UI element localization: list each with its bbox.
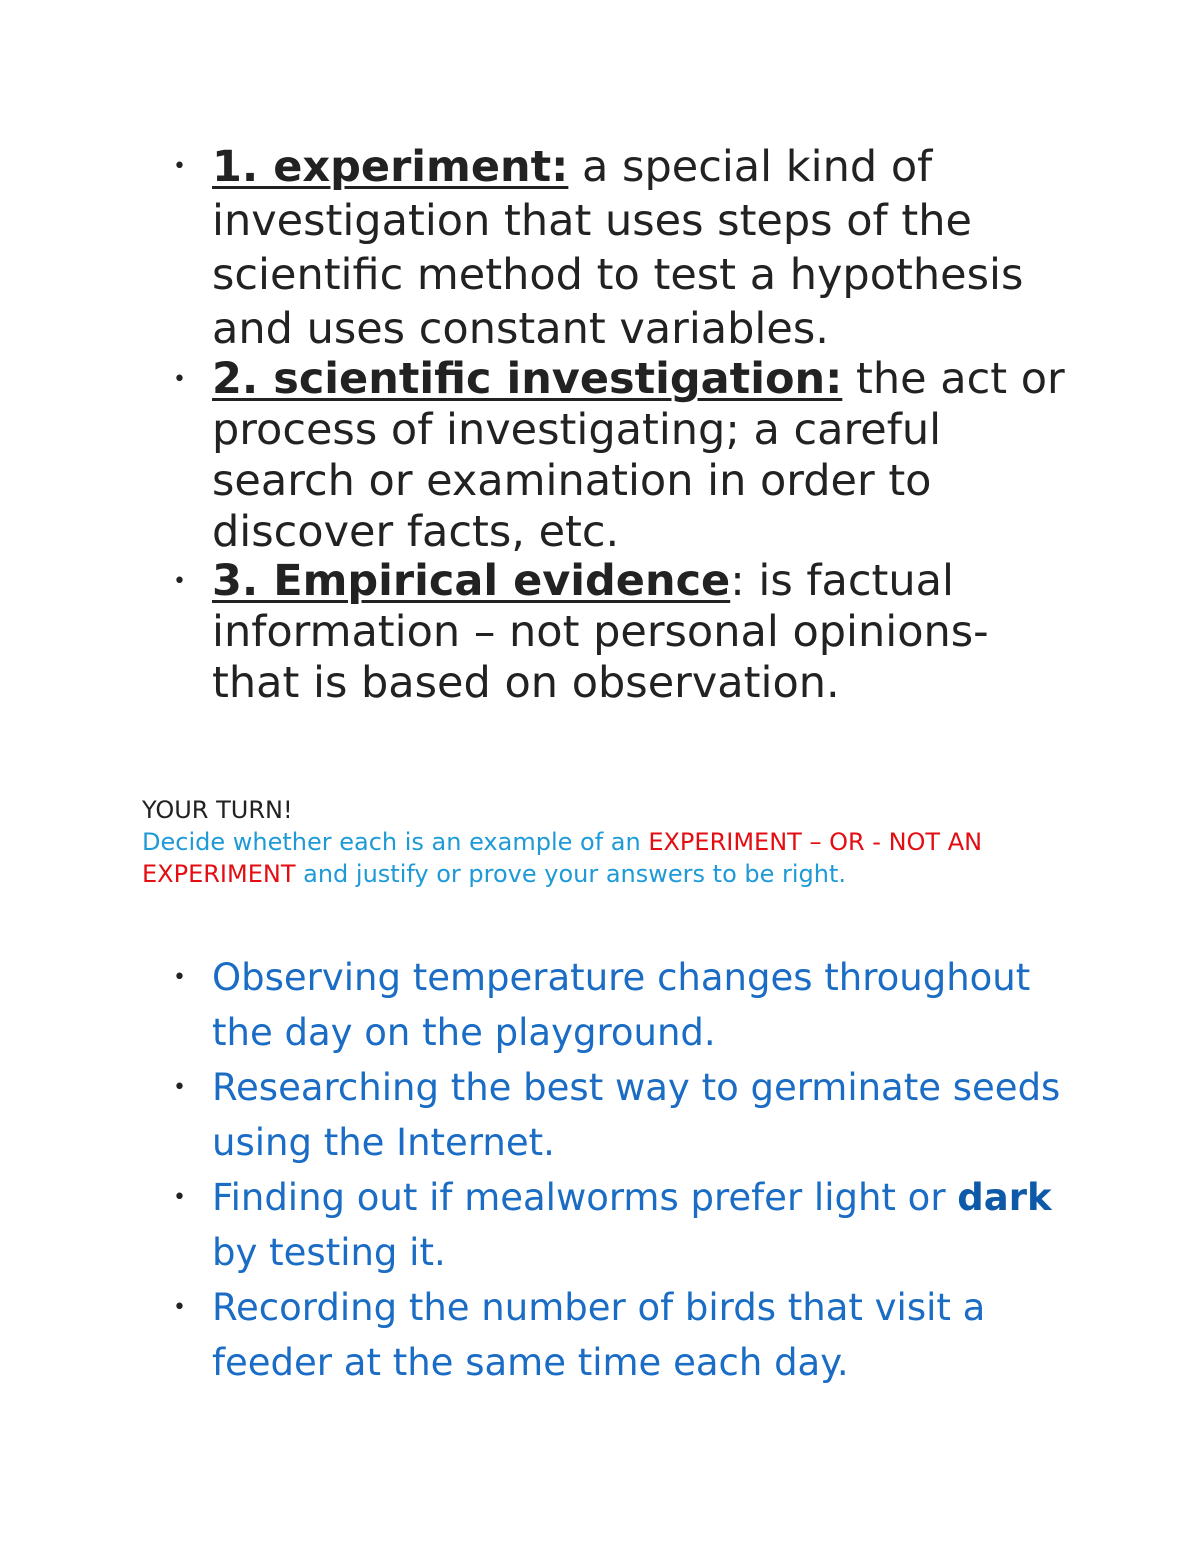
definition-term: 1. experiment: bbox=[212, 142, 569, 192]
bullet-icon: • bbox=[173, 569, 186, 594]
not-experiment-label: NOT AN EXPERIMENT bbox=[142, 828, 983, 888]
example-text: Recording the number of birds that visit a feeder at the same time each day. bbox=[212, 1286, 986, 1384]
your-turn-heading: YOUR TURN! bbox=[142, 796, 293, 824]
definition-item-scientific-investigation bbox=[140, 354, 1070, 558]
bullet-icon: • bbox=[173, 1075, 186, 1100]
your-turn-instructions bbox=[142, 826, 1042, 890]
example-text: Researching the best way to germinate seeds using the Internet. bbox=[212, 1066, 1061, 1164]
definition-term: 3. Empirical evidence bbox=[212, 556, 731, 606]
or-text: – OR - bbox=[801, 828, 889, 856]
definition-term: 2. scientific investigation: bbox=[212, 354, 843, 404]
instructions-intro: Decide whether each is an example of an bbox=[142, 828, 649, 856]
example-item bbox=[140, 1170, 1080, 1280]
bullet-icon: • bbox=[173, 367, 186, 392]
bullet-icon: • bbox=[173, 965, 186, 990]
example-item bbox=[140, 1280, 1080, 1390]
examples-list bbox=[140, 950, 1080, 1390]
definition-item-experiment bbox=[140, 140, 1070, 356]
bullet-icon: • bbox=[173, 154, 186, 179]
definition-item-empirical-evidence bbox=[140, 556, 1070, 709]
example-text-after: by testing it. bbox=[212, 1231, 446, 1274]
example-item bbox=[140, 1060, 1080, 1170]
example-item bbox=[140, 950, 1080, 1060]
your-turn-section bbox=[142, 794, 1042, 890]
definition-text: a special kind of investigation that uses steps of the scientific method to test a hypothesis and uses constant variables. bbox=[212, 142, 1024, 354]
bullet-icon: • bbox=[173, 1185, 186, 1210]
example-text: Observing temperature changes throughout the day on the playground. bbox=[212, 956, 1031, 1054]
definition-text: the act or process of investigating; a careful search or examination in order to discover facts, etc. bbox=[212, 354, 1065, 557]
bullet-icon: • bbox=[173, 1295, 186, 1320]
example-bold-word: dark bbox=[957, 1176, 1052, 1219]
definitions-list bbox=[140, 140, 1070, 709]
definition-text: : is factual information – not personal opinions- that is based on observation. bbox=[212, 556, 989, 708]
experiment-label: EXPERIMENT bbox=[648, 828, 802, 856]
example-text-before: Finding out if mealworms prefer light or bbox=[212, 1176, 958, 1219]
instructions-outro: and justify or prove your answers to be right. bbox=[295, 860, 847, 888]
